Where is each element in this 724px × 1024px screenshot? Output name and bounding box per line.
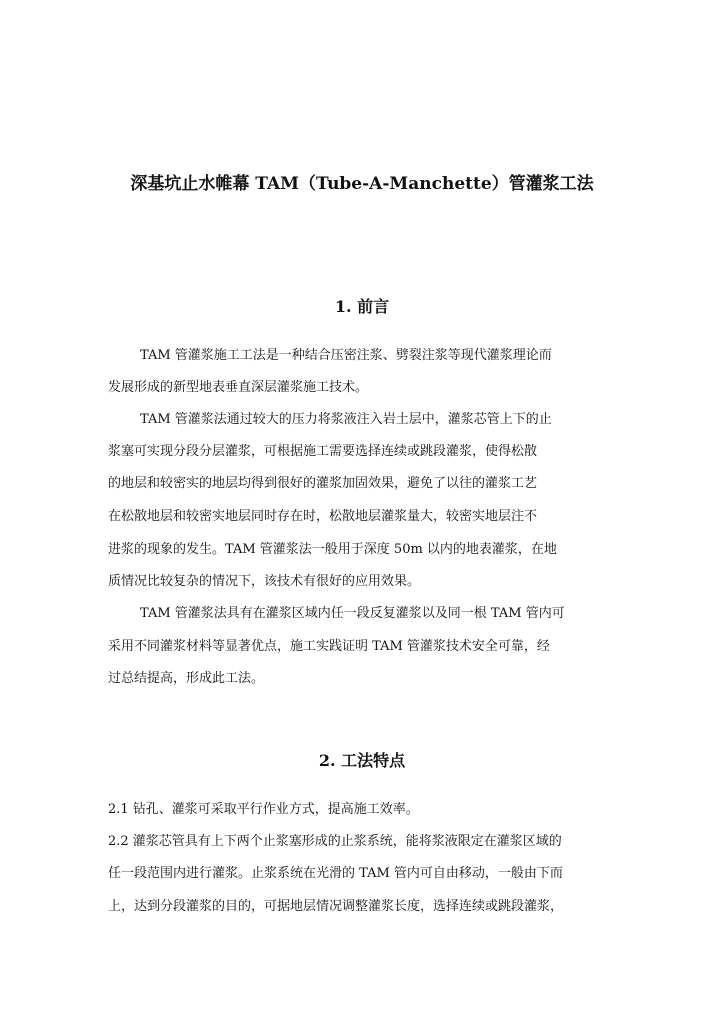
paragraph-line: TAM 管灌浆法通过较大的压力将浆液注入岩土层中，灌浆芯管上下的止 bbox=[140, 412, 552, 427]
paragraph-line: 2.2 灌浆芯管具有上下两个止浆塞形成的止浆系统，能将浆液限定在灌浆区域的 bbox=[108, 834, 562, 849]
section-heading-preface: 1. 前言 bbox=[334, 297, 390, 316]
paragraph-line: 的地层和较密实的地层均得到很好的灌浆加固效果，避免了以往的灌浆工艺 bbox=[108, 476, 538, 491]
paragraph-line: 2.1 钻孔、灌浆可采取平行作业方式，提高施工效率。 bbox=[108, 802, 419, 817]
paragraph-line: 上，达到分段灌浆的目的，可据地层情况调整灌浆长度，选择连续或跳段灌浆， bbox=[108, 899, 564, 914]
document-title: 深基坑止水帷幕 TAM（Tube-A-Manchette）管灌浆工法 bbox=[130, 174, 594, 194]
section-heading-features: 2. 工法特点 bbox=[318, 751, 406, 770]
paragraph-line: 浆塞可实现分段分层灌浆，可根据施工需要选择连续或跳段灌浆，使得松散 bbox=[108, 444, 538, 459]
paragraph-line: 过总结提高，形成此工法。 bbox=[108, 671, 265, 686]
paragraph-line: 质情况比较复杂的情况下，该技术有很好的应用效果。 bbox=[108, 574, 421, 589]
paragraph-line: 在松散地层和较密实地层同时存在时，松散地层灌浆量大，较密实地层注不 bbox=[108, 509, 538, 524]
paragraph-line: 进浆的现象的发生。TAM 管灌浆法一般用于深度 50m 以内的地表灌浆，在地 bbox=[108, 542, 557, 557]
paragraph-line: TAM 管灌浆法具有在灌浆区域内任一段反复灌浆以及同一根 TAM 管内可 bbox=[140, 606, 565, 621]
paragraph-line: 发展形成的新型地表垂直深层灌浆施工技术。 bbox=[108, 380, 369, 395]
paragraph-line: 采用不同灌浆材料等显著优点，施工实践证明 TAM 管灌浆技术安全可靠，经 bbox=[108, 639, 550, 654]
paragraph-line: 任一段范围内进行灌浆。止浆系统在光滑的 TAM 管内可自由移动，一般由下而 bbox=[108, 866, 563, 881]
paragraph-line: TAM 管灌浆施工工法是一种结合压密注浆、劈裂注浆等现代灌浆理论而 bbox=[140, 348, 552, 363]
